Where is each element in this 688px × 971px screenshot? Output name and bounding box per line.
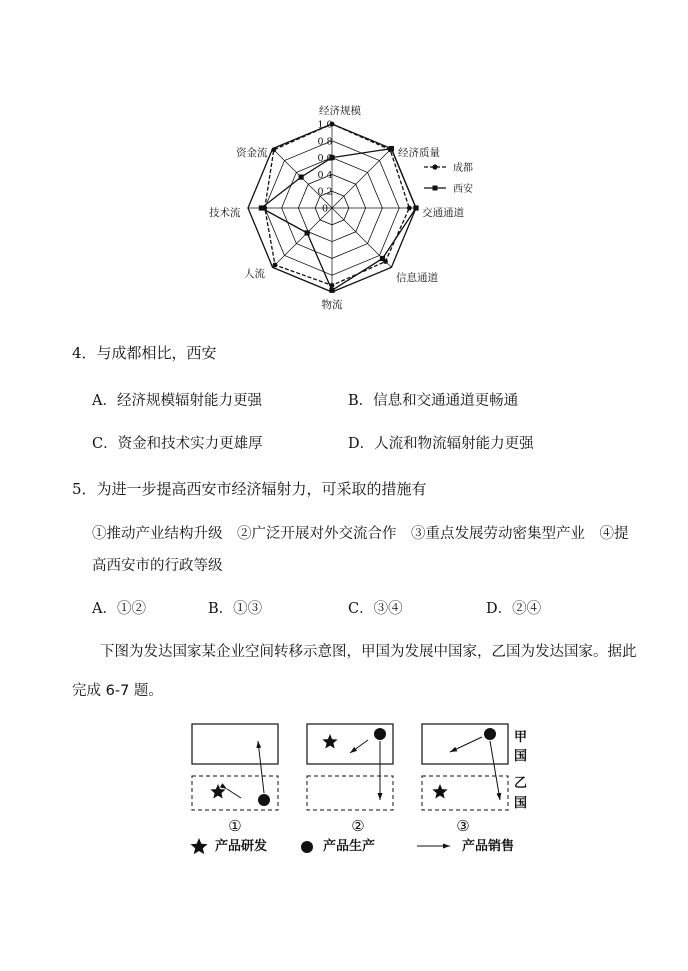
radar-tick-labels bbox=[317, 120, 332, 215]
star-icon bbox=[432, 784, 447, 798]
radar-tick-label: 1.0 bbox=[317, 119, 333, 131]
panel-label-3: ③ bbox=[456, 817, 470, 835]
radar-point bbox=[380, 256, 385, 261]
axis-label-transport: 交通通道 bbox=[422, 207, 464, 219]
q4-option-d[interactable]: D．人流和物流辐射能力更强 bbox=[348, 436, 534, 452]
radar-tick-label: 0.6 bbox=[317, 153, 333, 165]
radar-tick-label: 0.4 bbox=[317, 169, 333, 181]
arrow bbox=[450, 737, 482, 752]
radar-point bbox=[273, 263, 278, 268]
q5-option-c[interactable]: C．③④ bbox=[348, 601, 403, 617]
intro-line-2: 完成 6-7 题。 bbox=[72, 683, 163, 699]
panel3-country-b-box bbox=[422, 776, 508, 810]
legend-chengdu: 成都 bbox=[453, 163, 473, 174]
q5-option-d[interactable]: D．②④ bbox=[486, 601, 542, 617]
q4-option-a[interactable]: A．经济规模辐射能力更强 bbox=[92, 393, 262, 409]
q5-stem: 5．为进一步提高西安市经济辐射力，可采取的措施有 bbox=[72, 480, 427, 498]
radar-point bbox=[305, 230, 310, 235]
axis-label-capital: 资金流 bbox=[236, 147, 268, 159]
axis-label-people: 人流 bbox=[244, 268, 265, 280]
radar-axis-labels bbox=[209, 104, 464, 311]
axis-label-logistics: 物流 bbox=[321, 299, 343, 311]
q5-statements-line1: ①推动产业结构升级 ②广泛开展对外交流合作 ③重点发展劳动密集型产业 ④提 bbox=[92, 526, 629, 542]
intro-line-1: 下图为发达国家某企业空间转移示意图，甲国为发展中国家，乙国为发达国家。据此 bbox=[100, 644, 637, 660]
radar-point bbox=[413, 205, 418, 210]
dot-icon bbox=[258, 794, 270, 806]
q5-statements-line2: 高西安市的行政等级 bbox=[92, 558, 223, 574]
radar-series bbox=[259, 119, 419, 293]
radar-tick-label: 0.8 bbox=[317, 136, 333, 148]
radar-series-line bbox=[261, 149, 416, 291]
arrow bbox=[227, 789, 241, 798]
radar-tick-label: 0 bbox=[321, 203, 329, 215]
legend-dot-icon bbox=[301, 841, 313, 853]
dot-icon bbox=[484, 728, 496, 740]
radar-legend bbox=[424, 161, 473, 195]
radar-point bbox=[389, 146, 394, 151]
q4-option-c[interactable]: C．资金和技术实力更雄厚 bbox=[92, 436, 263, 452]
country-b-label-2: 国 bbox=[514, 796, 528, 811]
legend-star-icon bbox=[190, 838, 207, 854]
radar-point bbox=[299, 175, 304, 180]
arrow bbox=[490, 741, 500, 800]
country-b-label-1: 乙 bbox=[514, 776, 528, 791]
legend-production: 产品生产 bbox=[323, 839, 376, 854]
axis-label-technology: 技术流 bbox=[209, 207, 241, 219]
radar-chart bbox=[0, 0, 688, 320]
radar-point bbox=[329, 288, 334, 293]
panel-label-1: ① bbox=[228, 817, 242, 835]
q5-option-b[interactable]: B．①③ bbox=[208, 601, 263, 617]
legend-research: 产品研发 bbox=[215, 839, 268, 854]
radar-tick-label: 0.2 bbox=[317, 186, 333, 198]
country-a-label-2: 国 bbox=[514, 749, 528, 764]
star-icon bbox=[322, 734, 337, 748]
legend-sales: 产品销售 bbox=[462, 839, 515, 854]
arrow bbox=[258, 741, 264, 793]
panel-label-2: ② bbox=[351, 817, 365, 835]
country-a-label-1: 甲 bbox=[514, 730, 528, 745]
panel1-country-a-box bbox=[192, 724, 278, 764]
transfer-diagram bbox=[0, 710, 688, 870]
dot-icon bbox=[374, 728, 386, 740]
axis-label-economic-quality: 经济质量 bbox=[398, 147, 440, 159]
radar-point bbox=[259, 205, 264, 210]
arrow bbox=[350, 740, 368, 753]
legend-xian: 西安 bbox=[453, 184, 473, 195]
radar-point bbox=[407, 206, 412, 211]
radar-point bbox=[271, 147, 276, 152]
star-icon bbox=[210, 784, 225, 798]
q4-stem: 4．与成都相比，西安 bbox=[72, 344, 217, 362]
q5-option-a[interactable]: A．①② bbox=[92, 601, 146, 617]
q4-option-b[interactable]: B．信息和交通通道更畅通 bbox=[348, 393, 519, 409]
axis-label-information: 信息通道 bbox=[396, 272, 438, 284]
panel3-country-a-box bbox=[422, 724, 508, 764]
axis-label-economic-scale: 经济规模 bbox=[319, 105, 361, 117]
